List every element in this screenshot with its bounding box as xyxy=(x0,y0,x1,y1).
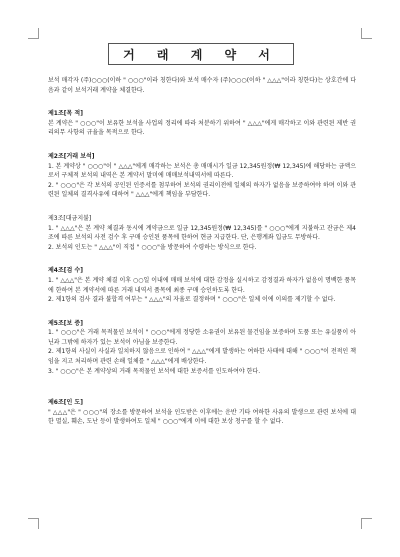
section-paragraph: 1. 본 계약상 " ○○○"이 " △△△"에게 매각하는 보석은 총 매매시가 일금 12,345원정(₩ 12,345)에 해당하는 금액으로서 구체적 보석의 내역은 본 계약서 말미에 매매보석내역서에 따른다. xyxy=(48,162,356,180)
section-paragraph: 3. " ○○○"은 본 계약상의 거래 목적물인 보석에 대한 보증서를 인도하여야 한다. xyxy=(48,367,261,375)
intro-paragraph: 보석 매각자 (주)○○○(이하 " ○○○"이라 칭한다)와 보석 매수자 (주)○○○(이하 " △△△"이라 칭한다)는 상호간에 다음과 같이 보석거래 계약을 체결한다. xyxy=(48,77,356,94)
section-title: 제5조[보 증] xyxy=(48,319,83,327)
section-paragraph: 2. " ○○○"은 각 보석의 공인된 인증서를 첨부하여 보석의 권리이전에 일체의 하자가 없음을 보증하여야 하며 이와 관련된 일체의 결격사유에 대하여 " △△△"에게 책임을 부담한다. xyxy=(48,181,356,199)
section-paragraph: 1. " △△△"은 본 계약 체결과 동시에 계약금으로 일금 12,345원정(₩ 12,345)를 " ○○○"에게 지불하고 잔금은 제4조에 따른 보석의 사전 검수 후 구매 승인된 품목에 한하여 현금 지급한다. 단, 은행계좌 입금도 무방하다. xyxy=(48,224,356,242)
section-title: 제4조[검 수] xyxy=(48,267,83,275)
section-3 xyxy=(48,214,356,252)
section-title: 제3조[대금지불] xyxy=(48,214,92,222)
section-2 xyxy=(48,152,356,200)
section-paragraph: 2. 제1항의 사실이 사실과 일치하지 않음으로 인하여 " △△△"에게 발생하는 여하한 사태에 대해 " ○○○"이 전적인 책임을 지고 처리하며 관련 손해 일체를 " △△△"에게 배상한다. xyxy=(48,348,356,366)
section-5 xyxy=(48,319,356,377)
section-paragraph: 2. 제1항의 검사 결과 불합격 여부는 " △△△"의 자율로 결정하며 " ○○○"은 일체 이에 이의를 제기할 수 없다. xyxy=(48,296,336,304)
crop-mark-bottom-right xyxy=(361,518,372,529)
section-paragraph: 1. " △△△"은 본 계약 체결 이후 ○○일 이내에 매매 보석에 대한 감정을 실시하고 감정결과 하자가 없음이 명백한 품목에 한하여 본 계약서에 따른 거래 내역서 품목에 최종 구매 승인하도록 한다. xyxy=(48,276,356,294)
section-title: 제1조[목 적] xyxy=(48,110,83,118)
crop-mark-bottom-left xyxy=(28,518,39,529)
section-paragraph: 본 계약은 " ○○○"이 보유한 보석을 사업의 정리에 따라 처분하기 위하여 " △△△"에게 매각하고 이와 관련된 제반 권리의무 사항의 규율을 목적으로 한다. xyxy=(48,119,356,137)
document-title xyxy=(108,43,294,65)
section-1 xyxy=(48,109,356,138)
section-paragraph: " △△△"은 " ○○○"의 장소를 방문하여 보석을 인도받은 이후에는 운반 기타 여하한 사유의 발생으로 관련 보석에 대한 멸실, 훼손, 도난 등이 발생하여도 일체 " ○○○"에게 이에 대한 보상 청구를 할 수 없다. xyxy=(48,408,356,426)
document-title-text: 거 래 계 약 서 xyxy=(123,47,279,62)
section-paragraph: 2. 보석의 인도는 " △△△"이 직접 " ○○○"을 방문하여 수령하는 방식으로 한다. xyxy=(48,243,257,251)
document-body xyxy=(48,76,356,427)
crop-mark-top-left xyxy=(28,28,39,39)
section-4 xyxy=(48,266,356,304)
crop-mark-top-right xyxy=(361,28,372,39)
section-title: 제2조[거래 보석] xyxy=(48,152,95,160)
section-6 xyxy=(48,398,356,427)
section-paragraph: 1. " ○○○"은 거래 목적물인 보석이 " ○○○"에게 정당한 소유권이 보유된 물건임을 보증하며 도품 또는 유실품이 아닌과 그밖에 하자가 있는 보석이 아님을 보증한다. xyxy=(48,329,356,346)
section-title: 제6조[인 도] xyxy=(48,399,83,407)
